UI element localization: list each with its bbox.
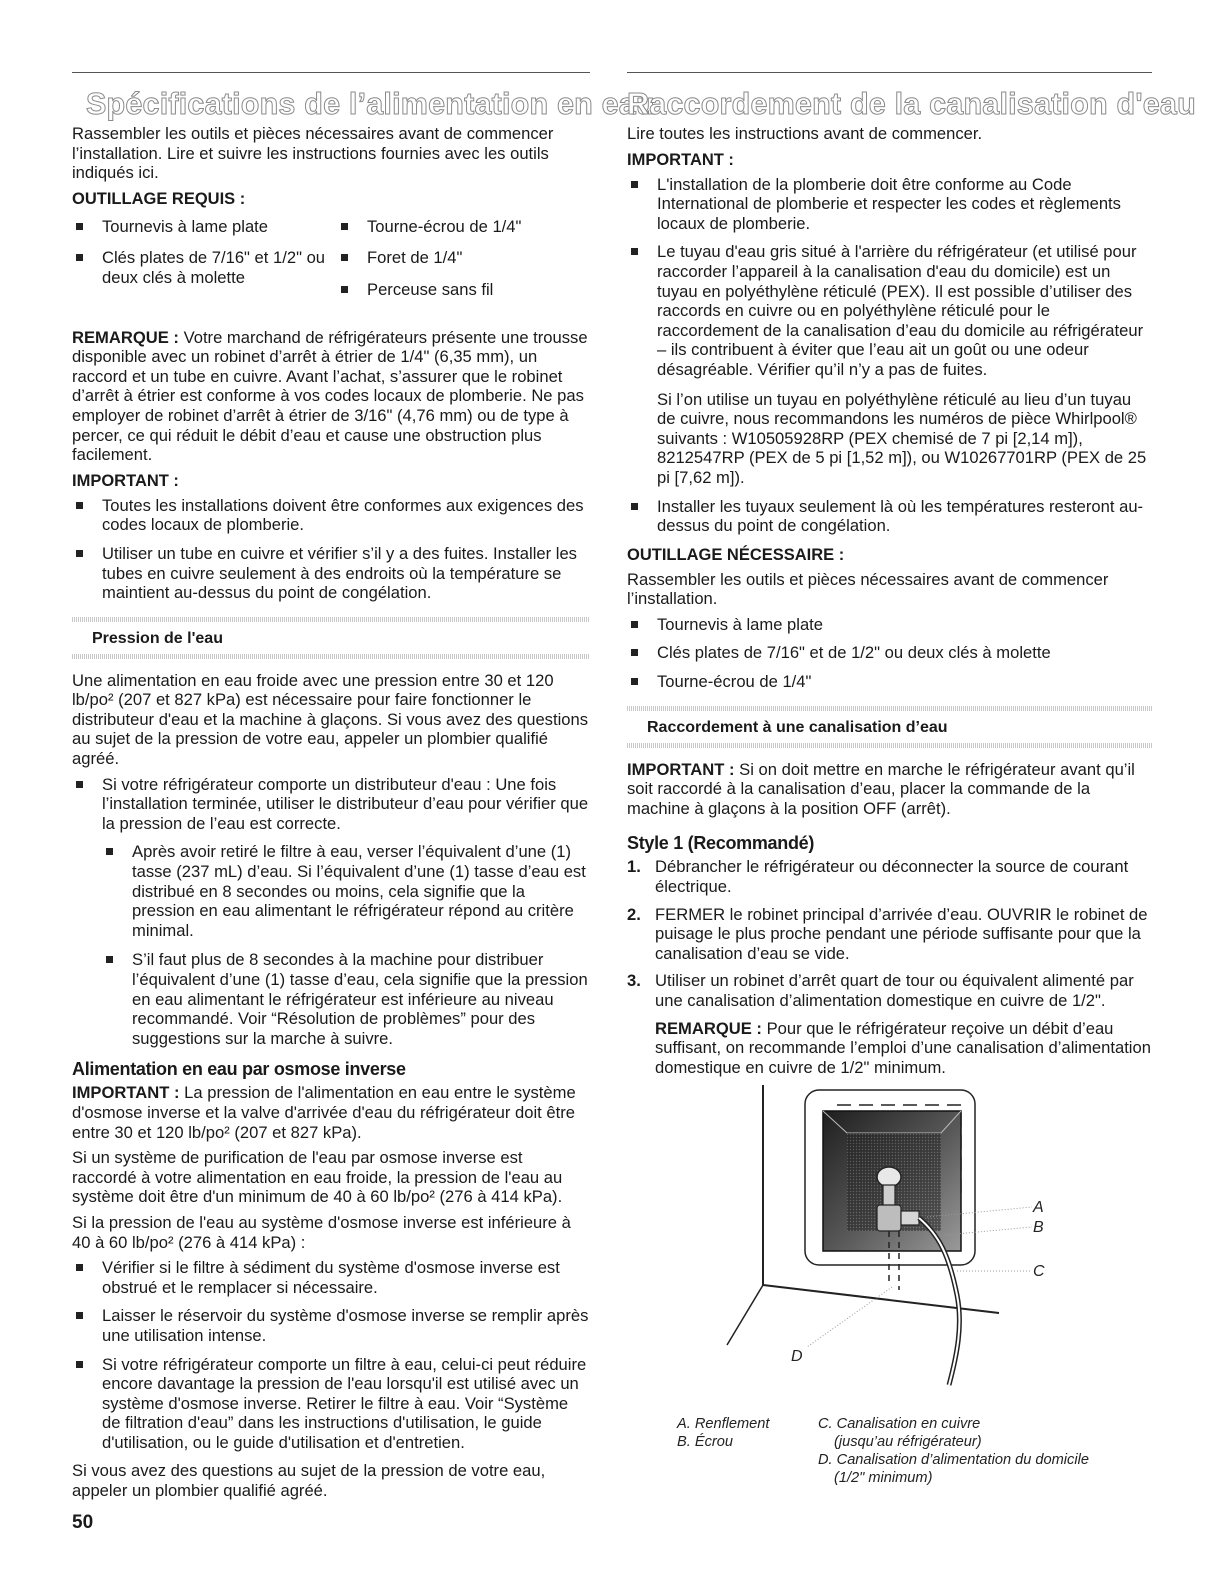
connect-subheading-box — [627, 706, 1152, 748]
step-number: 3. — [627, 971, 641, 991]
remark-label: REMARQUE : — [72, 327, 179, 347]
important-item-text: Le tuyau d'eau gris situé à l'arrière du réfrigérateur (et utilisé pour raccorder l’appareil à la canalisation d'eau du domicile) est un tuyau en polyéthylène réticulé (PEX). Il est possible d’utiliser des raccords en cuivre ou en polyéthylène réticulé pour le raccordement de la canalisation d’eau du domicile au réfrigérateur – ils contribuent à éviter que l’eau ait un goût ou une odeur désagréable. Vérifier qu’il n’y a pas de fuites. — [657, 242, 1144, 379]
tools-intro: Rassembler les outils et pièces nécessaires avant de commencer l’installation. — [627, 569, 1109, 609]
step-remark-label: REMARQUE : — [655, 1018, 762, 1038]
ro-item: Si votre réfrigérateur comporte un filtre à eau, celui-ci peut réduire encore davantage la pression de l'eau lorsqu'il est utilisé avec un système d'osmose inverse. Retirer le filtre à eau. Voir “Système de filtration d'eau” dans les instructions d'utilisation, le guide d'utilisation, ou le guide d'utilisation et d'entretien. — [72, 1355, 590, 1453]
label-b: B — [1033, 1219, 1044, 1237]
hatch-divider — [627, 743, 1152, 748]
pressure-text: Une alimentation en eau froide avec une pression entre 30 et 120 lb/po² (207 et 827 kPa) est nécessaire pour faire fonctionner le distributeur d'eau et la machine à glaçons. Si vous avez des questions au sujet de la pression de votre eau, appeler un plombier qualifié agréé. — [72, 670, 589, 769]
pressure-subitem: Après avoir retiré le filtre à eau, verser l’équivalent d’une (1) tasse (237 mL) d’eau. Si l’équivalent d’une (1) tasse d’eau est distribué en 8 secondes ou moins, cela signifie que la pression en eau alimentant le réfrigérateur répond au critère minimal. — [102, 842, 590, 940]
pex-note: Si l’on utilise un tuyau en polyéthylène réticulé au lieu d’un tuyau de cuivre, nous recommandons les numéros de pièce Whirlpool® suivants : W10505928RP (PEX chemisé de 7 pi [2,14 m]), 8212547RP (PEX de 5 pi [1,52 m]), ou W10267701RP (PEX de 25 pi [7,62 m]). — [657, 389, 1147, 487]
caption-d: D. Canalisation d’alimentation du domicile — [818, 1452, 1089, 1469]
step-item — [627, 857, 1152, 896]
tool-item: Perceuse sans fil — [337, 280, 587, 300]
ro-important-text: La pression de l'alimentation en eau entre le système d'osmose inverse et la valve d'arrivée d'eau du réfrigérateur doit être entre 30 et 120 lb/po² (207 et 827 kPa). — [72, 1083, 576, 1142]
style-heading: Style 1 (Recommandé) — [627, 833, 815, 854]
valve-body — [877, 1205, 901, 1231]
tools-list — [627, 615, 1152, 692]
pressure-sublist — [102, 842, 590, 1048]
ro-list — [72, 1258, 590, 1452]
ro-item: Laisser le réservoir du système d'osmose inverse se remplir après une utilisation intense. — [72, 1306, 590, 1345]
important-item: Toutes les installations doivent être conformes aux exigences des codes locaux de plomberie. — [72, 496, 590, 535]
caption-a: A. Renflement — [677, 1416, 770, 1433]
top-rule-right — [627, 72, 1152, 73]
step-number: 1. — [627, 857, 641, 877]
important-item: Installer les tuyaux seulement là où les températures resteront au-dessus du point de congélation. — [627, 497, 1152, 536]
right-column — [627, 72, 1196, 1487]
tool-item: Tourne-écrou de 1/4" — [627, 672, 1152, 692]
important-item: Utiliser un tube en cuivre et vérifier s’il y a des fuites. Installer les tubes en cuivre seulement à des endroits où la température se maintient au-dessus du point de congélation. — [72, 544, 590, 603]
tools-list — [72, 217, 590, 318]
label-a: A — [1033, 1199, 1044, 1217]
ro-paragraph-2: Si la pression de l'eau au système d'osmose inverse est inférieure à 40 à 60 lb/po² (276 à 414 kPa) : — [72, 1212, 571, 1252]
valve-knob — [877, 1167, 901, 1187]
connect-heading: Raccordement à une canalisation d’eau — [647, 718, 948, 736]
connect-paragraph — [627, 760, 1152, 819]
step-remark — [655, 1019, 1152, 1078]
intro-text: Lire toutes les instructions avant de commencer. — [627, 124, 983, 143]
caption-c-detail: (jusqu’au réfrigérateur) — [834, 1434, 982, 1451]
step-item — [627, 905, 1152, 964]
step-text: Débrancher le réfrigérateur ou déconnecter la source de courant électrique. — [655, 857, 1129, 897]
intro-text: Rassembler les outils et pièces nécessaires avant de commencer l’installation. Lire et suivre les instructions fournies avec les outils indiqués ici. — [72, 124, 554, 183]
floor-line — [763, 1285, 999, 1313]
top-rule-left — [72, 72, 590, 73]
important-list — [72, 496, 590, 603]
step-text: FERMER le robinet principal d’arrivée d’eau. OUVRIR le robinet de puisage le plus proche pendant une période suffisante pour que la canalisation d’eau se vide. — [655, 904, 1148, 963]
tool-item: Tourne-écrou de 1/4" — [337, 217, 587, 237]
important-heading: IMPORTANT : — [627, 150, 734, 169]
section-title-water-supply: Spécifications de l’alimentation en eau — [86, 87, 655, 121]
important-list — [627, 175, 1152, 536]
pressure-subheading-box — [72, 617, 590, 659]
caption-c: C. Canalisation en cuivre — [818, 1416, 981, 1433]
ro-paragraph-1: Si un système de purification de l'eau par osmose inverse est raccordé à votre alimentation en eau froide, la pression de l'eau au système doit être d'un minimum de 40 à 60 lb/po² (276 à 414 kPa). — [72, 1148, 563, 1207]
valve-stem — [883, 1185, 895, 1207]
section-title-water-line: Raccordement de la canalisation d'eau — [627, 87, 1196, 121]
step-text: Utiliser un robinet d’arrêt quart de tour ou équivalent alimenté par une canalisation d’alimentation domestique en cuivre de 1/2". — [655, 971, 1134, 1010]
ro-final-text: Si vous avez des questions au sujet de la pression de votre eau, appeler un plombier qualifié agréé. — [72, 1461, 546, 1501]
tools-heading: OUTILLAGE REQUIS : — [72, 189, 246, 208]
step-number: 2. — [627, 904, 641, 924]
hatch-divider — [72, 654, 590, 659]
ro-important-label: IMPORTANT : — [72, 1083, 180, 1103]
caption-d-detail: (1/2" minimum) — [834, 1470, 933, 1487]
step-item — [627, 971, 1152, 1077]
tool-item: Foret de 1/4" — [337, 248, 587, 268]
ro-important-paragraph — [72, 1083, 590, 1142]
tool-item: Clés plates de 7/16" et 1/2" ou deux clés à molette — [72, 248, 337, 287]
important-item — [627, 242, 1152, 487]
page-number: 50 — [72, 1512, 94, 1533]
figure-captions — [627, 1415, 1152, 1485]
step-remark-text: Pour que le réfrigérateur reçoive un débit d’eau suffisant, on recommande l’emploi d’une canalisation d’alimentation domestique en cuivre de 1/2" minimum. — [655, 1018, 1151, 1077]
tool-item: Tournevis à lame plate — [627, 615, 1152, 635]
remark-text: Votre marchand de réfrigérateurs présente une trousse disponible avec un robinet d’arrêt à étrier de 1/4" (6,35 mm), un raccord et un tube en cuivre. Avant l’achat, s’assurer que le robinet d’arrêt à étrier est conforme à vos codes locaux de plomberie. Ne pas employer de robinet d’arrêt à étrier de 3/16" (4,76 mm) ou de type à percer, ce qui réduit le débit d’eau et cause une obstruction plus facilement. — [72, 327, 588, 465]
label-d: D — [791, 1348, 803, 1366]
caption-b: B. Écrou — [677, 1434, 733, 1451]
pressure-list — [72, 775, 590, 834]
remark-paragraph — [72, 328, 590, 465]
label-c: C — [1033, 1263, 1045, 1281]
connect-label: IMPORTANT : — [627, 759, 735, 779]
water-line-illustration — [627, 1085, 1152, 1415]
reverse-osmosis-heading: Alimentation en eau par osmose inverse — [72, 1059, 406, 1080]
pressure-heading: Pression de l'eau — [92, 629, 223, 647]
ro-item: Vérifier si le filtre à sédiment du système d'osmose inverse est obstrué et le remplacer si nécessaire. — [72, 1258, 590, 1297]
connect-text: Si on doit mettre en marche le réfrigérateur avant qu’il soit raccordé à la canalisation d’eau, placer la commande de la machine à glaçons à la position OFF (arrêt). — [627, 759, 1135, 818]
tool-item: Clés plates de 7/16" et de 1/2" ou deux clés à molette — [627, 643, 1152, 663]
pressure-subitem: S’il faut plus de 8 secondes à la machine pour distribuer l’équivalent d’une (1) tasse d’eau, cela signifie que la pression en eau alimentant le réfrigérateur est inférieure au niveau recommandé. Voir “Résolution de problèmes” pour des suggestions sur la marche à suivre. — [102, 950, 590, 1048]
tools-column-1 — [72, 217, 337, 312]
important-item: L'installation de la plomberie doit être conforme au Code International de plomberie et respecter les codes et règlements locaux de plomberie. — [627, 175, 1152, 234]
important-heading: IMPORTANT : — [72, 471, 179, 490]
compression-nut — [901, 1211, 919, 1225]
pressure-item: Si votre réfrigérateur comporte un distributeur d'eau : Une fois l’installation terminée, utiliser le distributeur d’eau pour vérifier que la pression de l’eau est correcte. — [72, 775, 590, 834]
water-line-diagram — [627, 1085, 1152, 1415]
floor-edge-line — [727, 1285, 763, 1345]
steps-list — [627, 857, 1152, 1077]
tool-item: Tournevis à lame plate — [72, 217, 337, 237]
tools-column-2 — [337, 217, 587, 312]
left-column — [72, 72, 655, 1507]
tools-heading: OUTILLAGE NÉCESSAIRE : — [627, 545, 845, 564]
